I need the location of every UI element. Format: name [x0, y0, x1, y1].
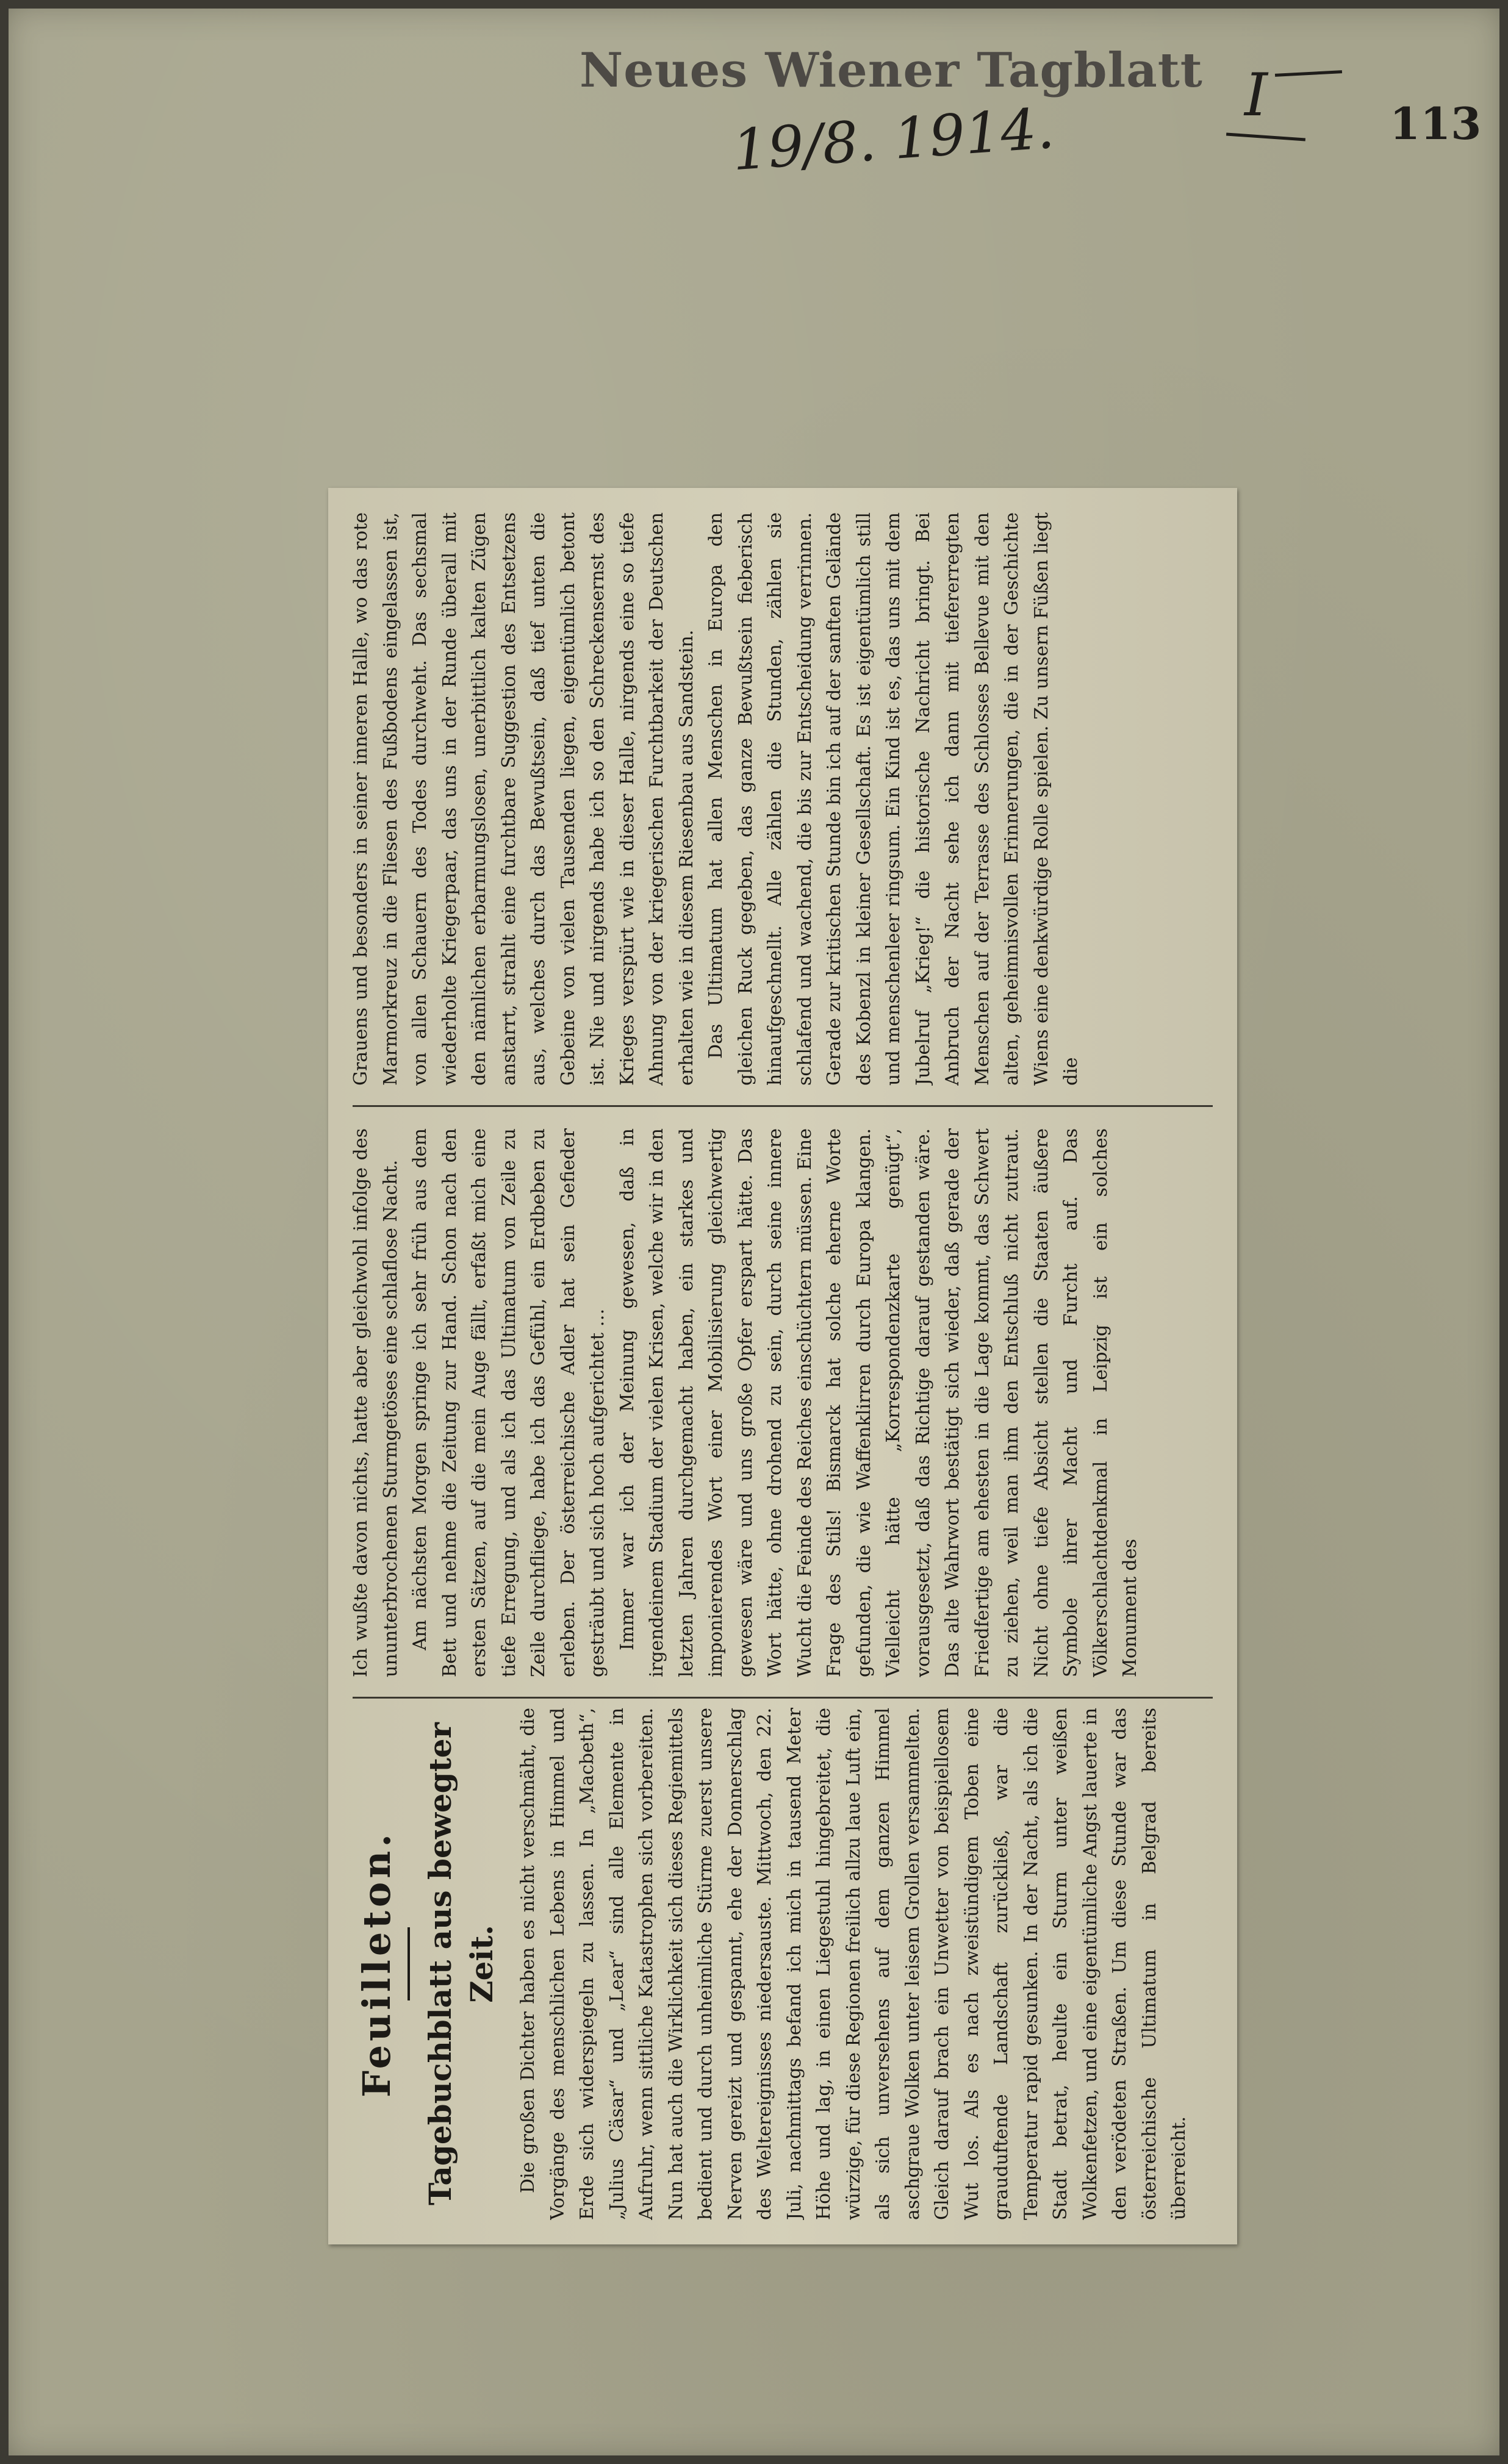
column-divider — [353, 1697, 1213, 1699]
column-2-paragraph-1: Ich wußte davon nichts, hatte aber gleichwohl infolge des ununterbrochenen Sturmgetöses eine schlaflose Nacht. — [350, 1128, 401, 1677]
column-1-paragraph-1: Die großen Dichter haben es nicht verschmäht, die Vorgänge des menschlichen Lebens in Himmel und Erde sich widerspiegeln zu lassen. In „Macbeth“, „Julius Cäsar“ und „Lear“ sind alle Elemente in Aufruhr, wenn sittliche Katastrophen sich vorbereiten. Nun hat auch die Wirklichkeit sich dieses Regiemittels bedient und durch unheimliche Stürme zuerst unsere Nerven gereizt und gespannt, ehe der Donnerschlag des Weltereignisses niedersauste. Mittwoch, den 22. Juli, nachmittags befand ich mich in tausend Meter Höhe und lag, in einen Liegestuhl hingebreitet, die würzige, für diese Regionen freilich allzu laue Luft ein, als sich unversehens auf dem ganzen Himmel aschgraue Wolken unter leisem Grollen versammelten. Gleich darauf brach ein Unwetter von beispiellosem Wut los. Als es nach zweistündigem Toben eine grauduftende Landschaft zurückließ, war die Temperatur rapid gesunken. In der Nacht, als ich die Stadt betrat, heulte ein Sturm unter weißen Wolkenfetzen, und eine eigentümliche Angst lauerte in den verödeten Straßen. Um diese Stunde war das österreichische Ultimatum in Belgrad bereits überreicht. — [517, 1708, 1190, 2220]
column-2-paragraph-3: Immer war ich der Meinung gewesen, daß in irgendeinem Stadium der vielen Krisen, welche wir in den letzten Jahren durchgemacht haben, ein starkes und imponierendes Wort einer Mobilisierung gleichwertig gewesen wäre und uns große Opfer erspart hätte. Das Wort hätte, ohne drohend zu sein, durch seine innere Wucht die Feinde des Reiches einschüchtern müssen. Eine Frage des Stils! Bismarck hat solche eherne Worte gefunden, die wie Waffenklirren durch Europa klangen. Vielleicht hätte „Korrespondenzkarte genügt“, vorausgesetzt, daß das Richtige darauf gestanden wäre. Das alte Wahrwort bestätigt sich wieder, daß gerade der Friedfertige am ehesten in die Lage kommt, das Schwert zu ziehen, weil man ihm den Entschluß nicht zutraut. Nicht ohne tiefe Absicht stellen die Staaten äußere Symbole ihrer Macht und Furcht auf. Das Völkerschlachtdenkmal in Leipzig ist ein solches Monument des — [616, 1128, 1141, 1677]
folio-roman-numeral: I — [1244, 61, 1268, 129]
article-title: Tagebuchblatt aus bewegter Zeit. — [422, 1722, 500, 2205]
folio-dash-mark — [1226, 132, 1305, 141]
folio-overline-mark — [1275, 70, 1342, 77]
newspaper-name-stamp: Neues Wiener Tagblatt — [580, 43, 1203, 98]
clipping-column-2 — [346, 1128, 1219, 1677]
clipping-rotated-content — [328, 488, 1237, 2244]
column-3-paragraph-2: Das Ultimatum hat allen Menschen in Europa den gleichen Ruck gegeben, das ganze Bewußtsein fieberisch hinaufgeschnellt. Alle zählen die Stunden, zählen sie schlafend und wachend, die bis zur Entscheidung verrinnen. Gerade zur kritischen Stunde bin ich auf der sanften Gelände des Kobenzl in kleiner Gesellschaft. Es ist eigentümlich still und menschenleer ringsum. Ein Kind ist es, das uns mit dem Jubelruf „Krieg!“ die historische Nachricht bringt. Bei Anbruch der Nacht sehe ich dann mit tiefererregten Menschen auf der Terrasse des Schlosses Bellevue mit den alten, geheimnisvollen Erinnerungen, die in der Geschichte Wiens eine denkwürdige Rolle spielen. Zu unsern Füßen liegt die — [705, 512, 1082, 1086]
page-number: 113 — [1390, 98, 1482, 149]
newspaper-clipping — [328, 488, 1237, 2244]
clipping-column-3 — [346, 512, 1219, 1086]
clipping-column-1 — [346, 1708, 1219, 2220]
section-heading: Feuilleton. — [354, 1830, 399, 2097]
handwritten-date: 19/8. 1914. — [730, 95, 1057, 184]
heading-divider — [408, 1927, 410, 2000]
column-divider — [353, 1105, 1213, 1107]
column-3-paragraph-1: Grauens und besonders in seiner inneren Halle, wo das rote Marmorkreuz in die Fliesen des Fußbodens eingelassen ist, von allen Schauern des Todes durchweht. Das sechsmal wiederholte Kriegerpaar, das uns in der Runde überall mit den nämlichen erbarmungslosen, unerbittlich kalten Zügen anstarrt, strahlt eine furchtbare Suggestion des Entsetzens aus, welches durch das Bewußtsein, daß tief unten die Gebeine von vielen Tausenden liegen, eigentümlich betont ist. Nie und nirgends habe ich so den Schreckensernst des Krieges verspürt wie in dieser Halle, nirgends eine so tiefe Ahnung von der kriegerischen Furchtbarkeit der Deutschen erhalten wie in diesem Riesenbau aus Sandstein. — [350, 512, 697, 1086]
column-2-paragraph-2: Am nächsten Morgen springe ich sehr früh aus dem Bett und nehme die Zeitung zur Hand. Schon nach den ersten Sätzen, auf die mein Auge fällt, erfaßt mich eine tiefe Erregung, und als ich das Ultimatum von Zeile zu Zeile durchfliege, habe ich das Gefühl, ein Erdbeben zu erleben. Der österreichische Adler hat sein Gefieder gesträubt und sich hoch aufgerichtet … — [409, 1128, 608, 1677]
